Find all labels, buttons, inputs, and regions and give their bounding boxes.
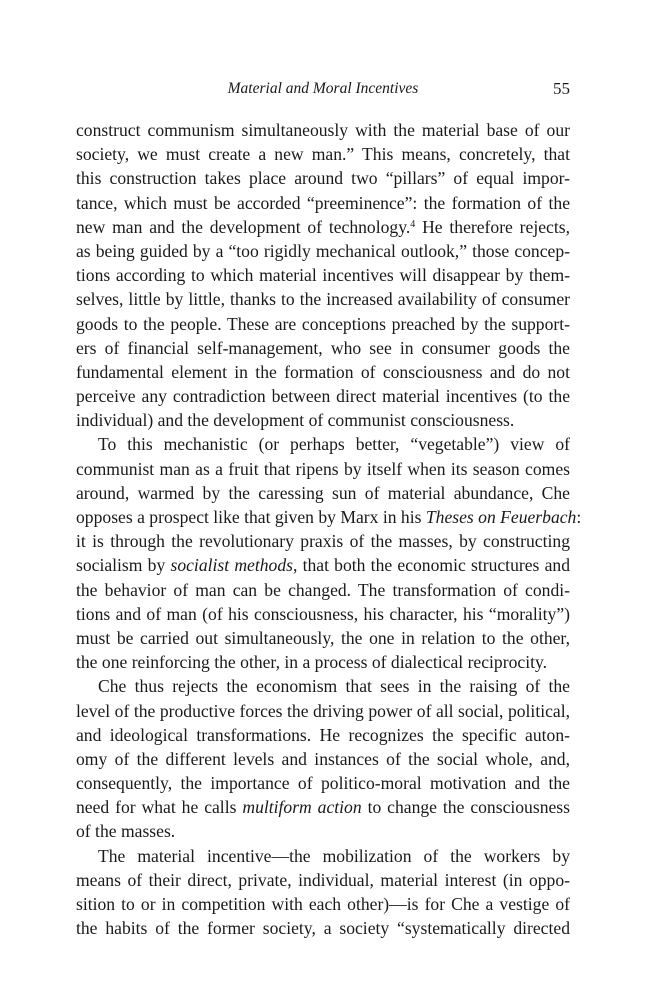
text-line [76,457,570,481]
text-segment: sition to or in competition with each other)—is for Che a vestige of [76,894,570,914]
text-segment: to change the consciousness [361,797,571,818]
text-segment: tance, which must be accorded “preeminence”: the formation of the [76,192,570,213]
footnote-marker: 4 [410,218,416,230]
italic-text: socialist methods [170,555,293,576]
text-segment: socialism by [76,555,171,576]
text-line [76,578,570,602]
text-segment: individual) and the development of communist consciousness. [76,410,515,431]
text-line [76,844,570,868]
text-line [76,723,570,747]
text-segment: : [576,507,582,527]
text-segment: omy of the different levels and instances of the social whole, and, [76,748,570,769]
text-line [76,287,570,311]
text-segment: Che thus rejects the economism that sees in the raising of the [98,676,570,697]
text-line [76,916,570,940]
text-line [76,795,570,819]
text-line [76,747,570,771]
running-head [76,78,570,100]
text-segment: construct communism simultaneously with the material base of our [76,120,570,140]
text-segment: means of their direct, private, individual, material interest (in oppo- [76,869,570,890]
text-line [76,674,570,698]
text-segment: opposes a prospect like that given by Marx in his [76,507,426,527]
text-segment: must be carried out simultaneously, the one in relation to the other, [76,627,570,648]
body-text [76,118,582,940]
italic-text: multiform action [242,797,362,818]
text-segment: the habits of the former society, a society “systematically directed [76,918,570,939]
text-segment: ers of financial self-management, who see in consumer goods the [76,337,570,358]
text-segment: consequently, the importance of politico-moral motivation and the [76,773,570,794]
text-line [76,360,570,384]
text-segment: goods to the people. These are conceptions preached by the support- [76,313,570,334]
text-line [76,529,570,553]
text-segment: the one reinforcing the other, in a process of dialectical reciprocity. [76,652,548,673]
text-line [76,626,570,650]
text-line [76,118,570,142]
text-line [76,602,570,626]
text-segment: it is through the revolutionary praxis of the masses, by constructing [76,531,570,552]
text-line [76,408,570,432]
text-line [76,481,570,505]
text-line [76,312,570,336]
text-line [76,771,570,795]
text-segment: perceive any contradiction between direct material incentives (to the [76,386,570,407]
text-segment: as being guided by a “too rigidly mechanical outlook,” those concep- [76,240,570,261]
text-segment: need for what he calls [76,797,243,818]
text-line [76,819,570,843]
text-segment: , that both the economic structures and [292,555,570,576]
text-segment: tions according to which material incentives will disappear by them- [76,265,570,286]
text-segment: selves, little by little, thanks to the increased availability of consumer [76,289,570,310]
text-segment: society, we must create a new man.” This means, concretely, that [76,144,570,165]
text-line [76,505,582,529]
text-line [76,553,570,577]
text-segment: new man and the development of technology. [76,216,411,237]
text-segment: fundamental element in the formation of consciousness and do not [76,361,570,382]
page-number: 55 [553,79,570,98]
text-line [76,432,570,456]
text-segment: and ideological transformations. He recognizes the specific auton- [76,724,570,745]
text-line [76,191,570,215]
running-title: Material and Moral Incentives [227,80,419,97]
text-segment: tions and of man (of his consciousness, his character, his “morality”) [76,603,570,624]
text-line [76,239,570,263]
text-segment: around, warmed by the caressing sun of material abundance, Che [76,482,570,503]
text-line [76,336,570,360]
text-segment: of the masses. [76,821,176,842]
text-line [76,263,570,287]
text-line [76,699,570,723]
text-segment: The material incentive—the mobilization of the workers by [98,845,570,866]
text-line [76,142,570,166]
text-segment: the behavior of man can be changed. The transformation of condi- [76,579,570,600]
text-line [76,892,570,916]
text-segment: this construction takes place around two “pillars” of equal impor- [76,168,570,189]
text-segment: To this mechanistic (or perhaps better, “vegetable”) view of [98,434,570,455]
text-segment: level of the productive forces the driving power of all social, political, [76,700,570,721]
text-line [76,384,570,408]
text-segment: He therefore rejects, [415,216,570,237]
italic-text: Theses on Feuerbach [425,507,577,527]
text-line [76,215,570,239]
text-line [76,650,570,674]
text-line [76,868,570,892]
text-line [76,166,570,190]
text-segment: communist man as a fruit that ripens by itself when its season comes [76,458,570,479]
